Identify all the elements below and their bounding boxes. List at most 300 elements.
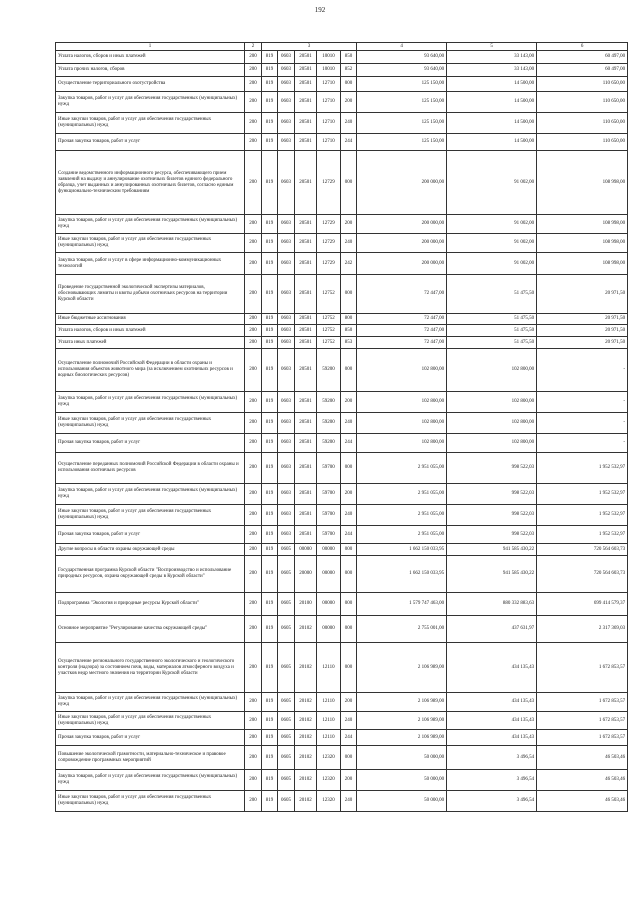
value-plan: 2 755 001,00 [357,616,447,643]
code-section: 0603 [278,253,295,275]
code-ministry: 819 [262,746,278,770]
code-expense-type: 244 [341,730,357,746]
code-expense-type: 000 [341,593,357,616]
code-program: 20501 [295,505,317,526]
code-ministry: 819 [262,616,278,643]
code-admin: 200 [245,215,262,234]
code-section: 0603 [278,325,295,337]
code-ministry: 819 [262,64,278,77]
value-plan: 2 951 055,00 [357,526,447,544]
table-row [56,413,628,434]
code-ministry: 819 [262,325,278,337]
code-direction: 12710 [317,92,341,113]
code-expense-type: 240 [341,712,357,730]
code-ministry: 819 [262,484,278,505]
value-plan: 2 106 989,00 [357,730,447,746]
code-direction: 12729 [317,234,341,253]
code-admin: 200 [245,337,262,349]
value-plan: 125 150,00 [357,134,447,151]
value-remaining: 46 503,46 [537,791,628,812]
code-program: 20102 [295,693,317,712]
code-expense-type: 852 [341,64,357,77]
value-plan: 72 447,00 [357,337,447,349]
value-plan: 2 951 055,00 [357,453,447,484]
value-executed: 91 002,00 [447,234,537,253]
code-expense-type: 000 [341,643,357,693]
code-admin: 200 [245,234,262,253]
row-name: Закупка товаров, работ и услуг для обеспечения государственных (муниципальных) нужд [56,770,245,791]
code-section: 0603 [278,526,295,544]
code-admin: 200 [245,314,262,325]
code-direction: 12752 [317,314,341,325]
value-remaining: 1 952 532,97 [537,526,628,544]
value-remaining: 1 952 532,97 [537,505,628,526]
code-ministry: 819 [262,453,278,484]
value-remaining: - [537,349,628,392]
value-executed: 437 631,97 [447,616,537,643]
value-executed: 3 496,54 [447,791,537,812]
code-direction: 10010 [317,64,341,77]
code-program: 00000 [295,544,317,556]
value-remaining: 110 650,00 [537,92,628,113]
code-expense-type: 200 [341,770,357,791]
code-section: 0603 [278,134,295,151]
table-row [56,791,628,812]
code-direction: 12729 [317,215,341,234]
value-remaining: 110 650,00 [537,134,628,151]
value-executed: 434 135,43 [447,730,537,746]
code-admin: 200 [245,413,262,434]
code-admin: 200 [245,51,262,64]
value-plan: 72 447,00 [357,314,447,325]
code-expense-type: 240 [341,791,357,812]
code-ministry: 819 [262,434,278,453]
code-program: 20501 [295,434,317,453]
code-direction: 12110 [317,693,341,712]
value-plan: 2 951 055,00 [357,484,447,505]
value-executed: 14 500,00 [447,134,537,151]
code-admin: 200 [245,275,262,314]
code-admin: 200 [245,113,262,134]
row-name: Подпрограмма "Экология и природные ресурсы Курской области" [56,593,245,616]
column-number: 6 [537,43,628,51]
code-expense-type: 853 [341,337,357,349]
code-expense-type: 200 [341,92,357,113]
table-row [56,434,628,453]
value-executed: 33 143,00 [447,64,537,77]
code-expense-type: 850 [341,325,357,337]
code-direction: 12752 [317,325,341,337]
table-row [56,746,628,770]
code-direction: 12320 [317,746,341,770]
code-direction: 59700 [317,505,341,526]
code-program: 20501 [295,92,317,113]
code-expense-type: 244 [341,134,357,151]
code-ministry: 819 [262,392,278,413]
value-executed: 3 496,54 [447,746,537,770]
row-name: Прочая закупка товаров, работ и услуг [56,730,245,746]
code-admin: 200 [245,453,262,484]
code-direction: 12110 [317,730,341,746]
code-direction: 00000 [317,556,341,593]
column-number: 1 [56,43,245,51]
code-section: 0605 [278,730,295,746]
table-row [56,275,628,314]
value-remaining: 20 971,50 [537,325,628,337]
code-direction: 59700 [317,526,341,544]
value-remaining: 699 414 579,37 [537,593,628,616]
value-executed: 941 585 430,22 [447,556,537,593]
code-program: 20501 [295,77,317,92]
code-admin: 200 [245,593,262,616]
code-section: 0605 [278,556,295,593]
code-ministry: 819 [262,413,278,434]
value-plan: 102 800,00 [357,434,447,453]
code-direction: 00000 [317,616,341,643]
code-program: 20102 [295,770,317,791]
code-ministry: 819 [262,234,278,253]
value-remaining: 2 317 369,03 [537,616,628,643]
code-program: 20100 [295,593,317,616]
row-name: Осуществление регионального государственного экологического и геологического контроля (надзора) за состоянием почв, воды, материалов атмосферного воздуха и участков недр местного значения на территории Курской области [56,643,245,693]
value-plan: 102 800,00 [357,392,447,413]
value-executed: 998 522,03 [447,505,537,526]
code-expense-type: 000 [341,151,357,215]
code-admin: 200 [245,134,262,151]
code-program: 20501 [295,151,317,215]
value-plan: 200 000,00 [357,215,447,234]
row-name: Иные закупки товаров, работ и услуг для обеспечения государственных (муниципальных) нужд [56,712,245,730]
code-direction: 12320 [317,770,341,791]
code-admin: 200 [245,712,262,730]
code-program: 20102 [295,791,317,812]
code-ministry: 819 [262,730,278,746]
code-ministry: 819 [262,349,278,392]
row-name: Закупка товаров, работ и услуг для обеспечения государственных (муниципальных) нужд [56,392,245,413]
code-section: 0603 [278,113,295,134]
code-program: 20102 [295,746,317,770]
code-program: 20501 [295,325,317,337]
code-section: 0605 [278,746,295,770]
code-section: 0603 [278,234,295,253]
code-direction: 59700 [317,484,341,505]
code-program: 20501 [295,392,317,413]
value-executed: 102 800,00 [447,392,537,413]
code-admin: 200 [245,746,262,770]
value-executed: 434 135,43 [447,643,537,693]
row-name: Создание ведомственного информационного ресурса, обеспечивающего прием заявлений на выдачу и аннулирование охотничьих билетов единого федерального образца, учет выданных и аннулированных охотничьих билетов, согласно единым функционально-техническим требованиям [56,151,245,215]
value-plan: 2 106 989,00 [357,643,447,693]
value-plan: 72 447,00 [357,325,447,337]
code-program: 20501 [295,349,317,392]
value-plan: 125 150,00 [357,113,447,134]
code-ministry: 819 [262,643,278,693]
value-plan: 200 000,00 [357,234,447,253]
code-ministry: 819 [262,51,278,64]
value-remaining: 20 971,50 [537,275,628,314]
code-expense-type: 000 [341,453,357,484]
value-plan: 50 000,00 [357,770,447,791]
code-ministry: 819 [262,712,278,730]
table-row [56,134,628,151]
code-expense-type: 000 [341,77,357,92]
table-row [56,453,628,484]
code-admin: 200 [245,770,262,791]
code-ministry: 819 [262,337,278,349]
code-direction: 59700 [317,453,341,484]
code-section: 0605 [278,616,295,643]
code-program: 20501 [295,64,317,77]
value-plan: 1 662 150 033,95 [357,556,447,593]
value-remaining: 60 497,00 [537,51,628,64]
code-admin: 200 [245,730,262,746]
row-name: Прочая закупка товаров, работ и услуг [56,526,245,544]
row-name: Государственная программа Курской области "Воспроизводство и использование природных ресурсов, охрана окружающей среды в Курской области" [56,556,245,593]
code-admin: 200 [245,643,262,693]
code-admin: 200 [245,92,262,113]
code-expense-type: 000 [341,746,357,770]
code-expense-type: 244 [341,434,357,453]
value-remaining: 20 971,50 [537,314,628,325]
code-program: 20501 [295,526,317,544]
code-direction: 12710 [317,134,341,151]
code-ministry: 819 [262,151,278,215]
row-name: Проведение государственной экологической экспертизы материалов, обосновывающих лимиты и квоты добычи охотничьих ресурсов на территории Курской области [56,275,245,314]
value-plan: 50 000,00 [357,746,447,770]
table-row [56,505,628,526]
row-name: Прочая закупка товаров, работ и услуг [56,134,245,151]
code-admin: 200 [245,556,262,593]
code-program: 20102 [295,643,317,693]
code-section: 0603 [278,92,295,113]
row-name: Осуществление территориального охотустройства [56,77,245,92]
value-plan: 125 150,00 [357,77,447,92]
row-name: Закупка товаров, работ и услуг в сфере информационно-коммуникационных технологий [56,253,245,275]
value-plan: 2 951 055,00 [357,505,447,526]
column-number: 4 [357,43,447,51]
value-remaining: 108 998,00 [537,215,628,234]
value-plan: 125 150,00 [357,92,447,113]
code-program: 20501 [295,234,317,253]
code-expense-type: 000 [341,544,357,556]
column-number: 2 [245,43,262,51]
code-program: 20501 [295,253,317,275]
value-executed: 51 475,50 [447,275,537,314]
code-section: 0603 [278,314,295,325]
code-direction: 00000 [317,593,341,616]
table-row [56,556,628,593]
table-row [56,234,628,253]
row-name: Уплата прочих налогов, сборов [56,64,245,77]
value-executed: 51 475,50 [447,325,537,337]
budget-table [55,42,628,812]
value-remaining: 46 503,46 [537,746,628,770]
value-executed: 91 002,00 [447,151,537,215]
code-section: 0603 [278,64,295,77]
column-number-row [56,43,628,51]
code-ministry: 819 [262,556,278,593]
code-section: 0603 [278,349,295,392]
row-name: Иные закупки товаров, работ и услуг для обеспечения государственных (муниципальных) нужд [56,234,245,253]
value-executed: 941 585 430,22 [447,544,537,556]
code-section: 0603 [278,151,295,215]
value-remaining: 1 672 853,57 [537,730,628,746]
code-ministry: 819 [262,134,278,151]
table-row [56,616,628,643]
row-name: Иные бюджетные ассигнования [56,314,245,325]
table-row [56,643,628,693]
code-ministry: 819 [262,544,278,556]
table-row [56,712,628,730]
code-ministry: 819 [262,113,278,134]
value-plan: 72 447,00 [357,275,447,314]
code-direction: 59200 [317,434,341,453]
value-plan: 200 000,00 [357,151,447,215]
value-plan: 93 640,00 [357,51,447,64]
value-executed: 434 135,43 [447,693,537,712]
column-number: 3 [262,43,357,51]
table-row [56,392,628,413]
table-row [56,51,628,64]
code-section: 0603 [278,434,295,453]
code-ministry: 819 [262,215,278,234]
code-ministry: 819 [262,505,278,526]
value-remaining: 110 650,00 [537,77,628,92]
code-direction: 12752 [317,337,341,349]
table-row [56,92,628,113]
code-section: 0603 [278,413,295,434]
code-ministry: 819 [262,275,278,314]
value-remaining: 108 998,00 [537,151,628,215]
code-section: 0603 [278,77,295,92]
value-remaining: - [537,434,628,453]
code-direction: 12110 [317,643,341,693]
code-program: 20501 [295,275,317,314]
code-admin: 200 [245,253,262,275]
code-ministry: 819 [262,314,278,325]
value-plan: 1 579 747 463,00 [357,593,447,616]
value-executed: 14 500,00 [447,113,537,134]
code-expense-type: 200 [341,693,357,712]
code-ministry: 819 [262,791,278,812]
value-plan: 2 106 989,00 [357,693,447,712]
code-program: 20501 [295,413,317,434]
code-expense-type: 200 [341,215,357,234]
code-section: 0603 [278,453,295,484]
table-row [56,484,628,505]
value-executed: 102 800,00 [447,413,537,434]
code-section: 0605 [278,643,295,693]
row-name: Другие вопросы в области охраны окружающей среды [56,544,245,556]
value-executed: 91 002,00 [447,215,537,234]
value-plan: 102 800,00 [357,413,447,434]
code-section: 0605 [278,770,295,791]
value-remaining: 108 998,00 [537,253,628,275]
code-direction: 12752 [317,275,341,314]
value-remaining: 1 672 853,57 [537,712,628,730]
code-section: 0605 [278,593,295,616]
code-ministry: 819 [262,770,278,791]
code-program: 20000 [295,556,317,593]
code-direction: 59200 [317,392,341,413]
table-row [56,64,628,77]
row-name: Уплата налогов, сборов и иных платежей [56,51,245,64]
code-section: 0603 [278,275,295,314]
code-program: 20501 [295,314,317,325]
code-expense-type: 242 [341,253,357,275]
table-row [56,77,628,92]
code-expense-type: 000 [341,616,357,643]
code-admin: 200 [245,484,262,505]
code-ministry: 819 [262,77,278,92]
row-name: Осуществление переданных полномочий Российской Федерации в области охраны и использования охотничьих ресурсов [56,453,245,484]
value-plan: 93 640,00 [357,64,447,77]
code-program: 20501 [295,134,317,151]
value-remaining: 60 497,00 [537,64,628,77]
table-row [56,349,628,392]
row-name: Иные закупки товаров, работ и услуг для обеспечения государственных (муниципальных) нужд [56,791,245,812]
code-expense-type: 000 [341,349,357,392]
value-remaining: 1 952 532,97 [537,453,628,484]
code-admin: 200 [245,434,262,453]
table-row [56,325,628,337]
row-name: Прочая закупка товаров, работ и услуг [56,434,245,453]
code-section: 0603 [278,215,295,234]
code-program: 20102 [295,712,317,730]
row-name: Иные закупки товаров, работ и услуг для обеспечения государственных (муниципальных) нужд [56,505,245,526]
value-remaining: 1 672 853,57 [537,643,628,693]
value-executed: 51 475,50 [447,337,537,349]
table-row [56,593,628,616]
code-ministry: 819 [262,526,278,544]
code-expense-type: 850 [341,51,357,64]
row-name: Иные закупки товаров, работ и услуг для обеспечения государственных (муниципальных) нужд [56,113,245,134]
code-direction: 12110 [317,712,341,730]
column-number: 5 [447,43,537,51]
value-plan: 1 662 150 033,95 [357,544,447,556]
value-executed: 14 500,00 [447,77,537,92]
code-direction: 12320 [317,791,341,812]
row-name: Закупка товаров, работ и услуг для обеспечения государственных (муниципальных) нужд [56,215,245,234]
code-section: 0603 [278,392,295,413]
row-name: Основное мероприятие "Регулирование качества окружающей среды" [56,616,245,643]
code-expense-type: 000 [341,556,357,593]
code-program: 20501 [295,215,317,234]
table-row [56,215,628,234]
code-ministry: 819 [262,253,278,275]
row-name: Уплата налогов, сборов и иных платежей [56,325,245,337]
code-expense-type: 200 [341,484,357,505]
row-name: Закупка товаров, работ и услуг для обеспечения государственных (муниципальных) нужд [56,693,245,712]
value-remaining: 46 503,46 [537,770,628,791]
table-row [56,770,628,791]
code-program: 20501 [295,51,317,64]
value-remaining: - [537,413,628,434]
value-plan: 102 800,00 [357,349,447,392]
code-section: 0603 [278,51,295,64]
code-expense-type: 244 [341,526,357,544]
code-direction: 12710 [317,77,341,92]
code-direction: 12710 [317,113,341,134]
value-executed: 91 002,00 [447,253,537,275]
code-section: 0605 [278,544,295,556]
row-name: Иные закупки товаров, работ и услуг для обеспечения государственных (муниципальных) нужд [56,413,245,434]
code-admin: 200 [245,505,262,526]
value-executed: 434 135,43 [447,712,537,730]
code-program: 20102 [295,730,317,746]
code-section: 0603 [278,484,295,505]
code-program: 20102 [295,616,317,643]
